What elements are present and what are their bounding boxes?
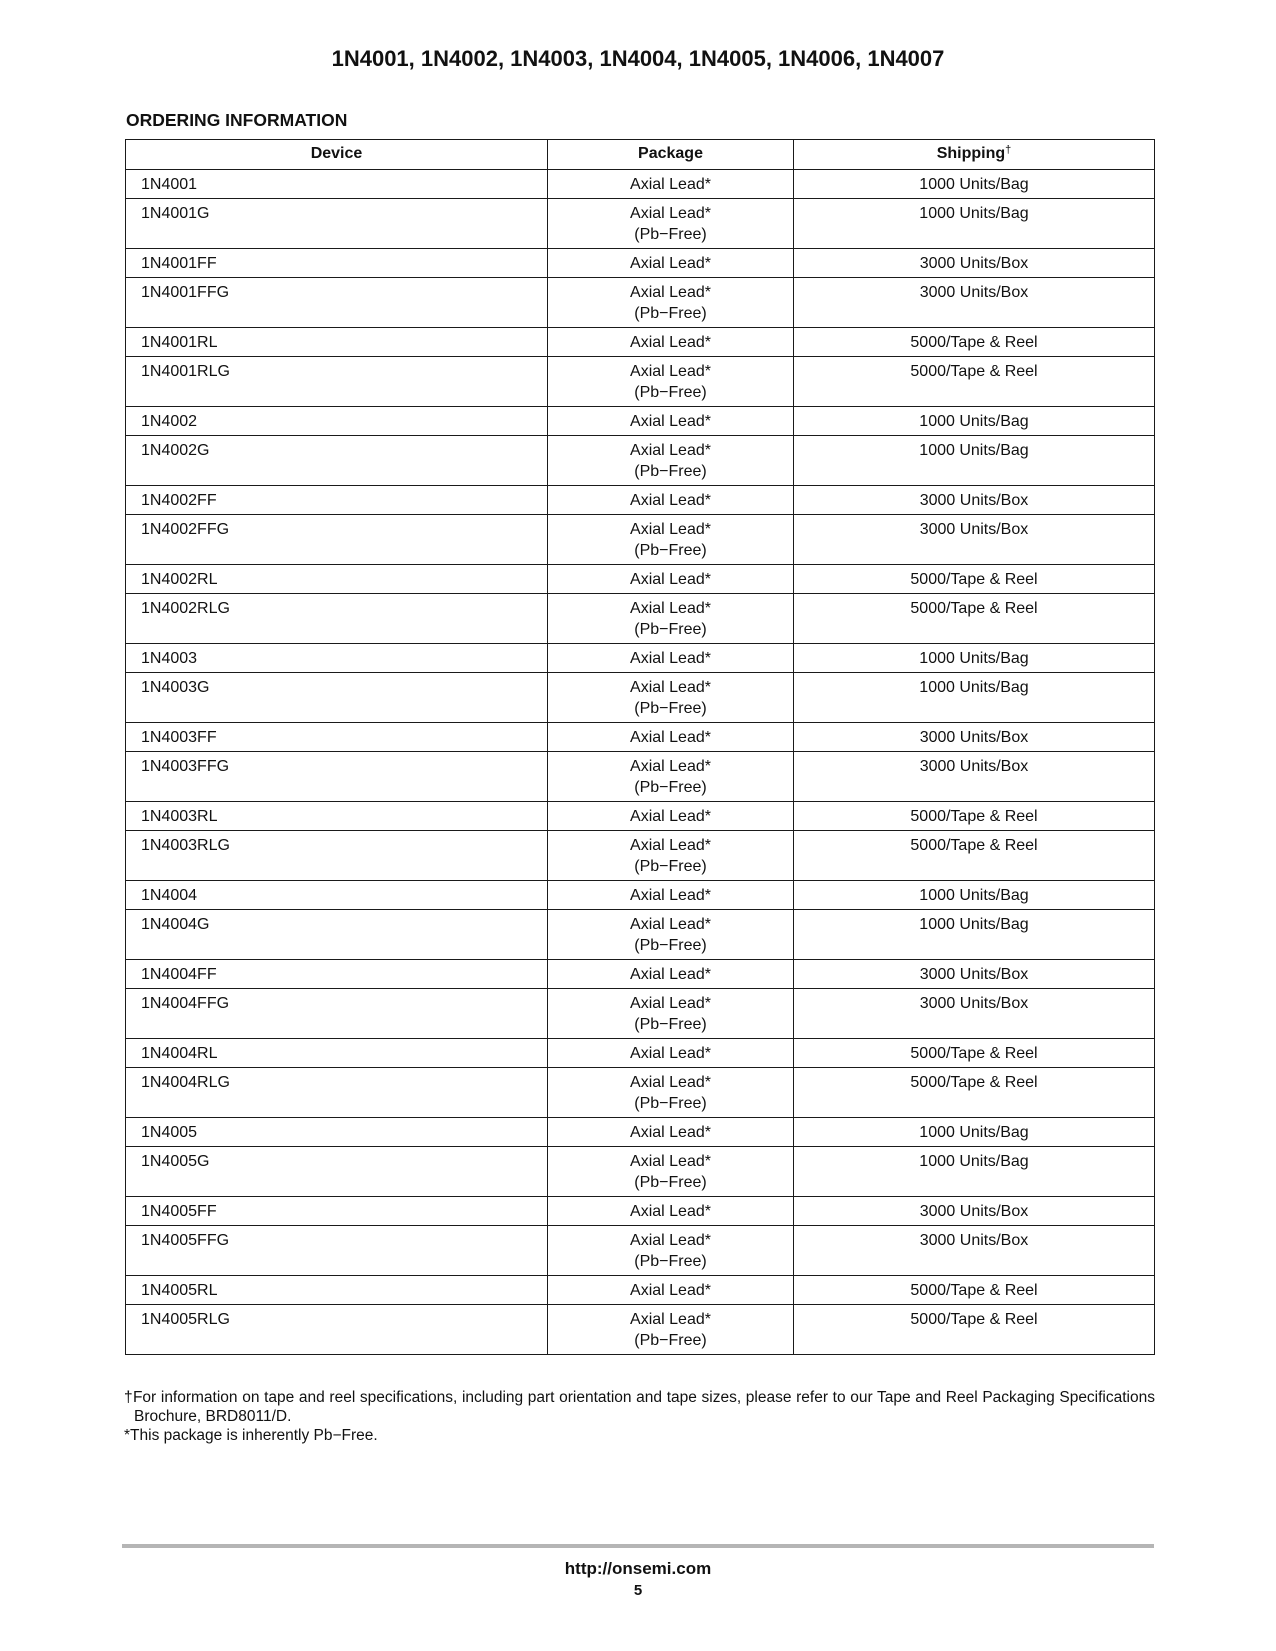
table-row <box>126 802 1155 831</box>
package-type: Axial Lead* <box>630 966 711 983</box>
page-title: 1N4001, 1N4002, 1N4003, 1N4004, 1N4005, 1N4006, 1N4007 <box>331 46 945 71</box>
shipping-cell: 5000/Tape & Reel <box>794 1276 1155 1305</box>
table-row <box>126 565 1155 594</box>
table-row <box>126 1068 1155 1118</box>
table-row <box>126 752 1155 802</box>
table-row <box>126 723 1155 752</box>
device-cell: 1N4004FF <box>126 960 548 989</box>
package-type: Axial Lead* <box>630 363 711 380</box>
table-row <box>126 199 1155 249</box>
device-cell: 1N4005RLG <box>126 1305 548 1355</box>
package-type: Axial Lead* <box>630 1045 711 1062</box>
device-cell: 1N4002FF <box>126 486 548 515</box>
package-type: Axial Lead* <box>630 729 711 746</box>
footnotes <box>124 1388 1155 1445</box>
shipping-cell: 3000 Units/Box <box>794 278 1155 328</box>
package-cell <box>548 1068 794 1118</box>
column-header-package: Package <box>548 140 794 170</box>
package-note: (Pb−Free) <box>634 305 707 322</box>
shipping-cell: 1000 Units/Bag <box>794 644 1155 673</box>
package-cell <box>548 1226 794 1276</box>
device-cell: 1N4004RL <box>126 1039 548 1068</box>
table-row <box>126 436 1155 486</box>
table-row <box>126 170 1155 199</box>
package-cell <box>548 960 794 989</box>
package-cell <box>548 673 794 723</box>
device-cell: 1N4005G <box>126 1147 548 1197</box>
package-type: Axial Lead* <box>630 1203 711 1220</box>
device-cell: 1N4003RLG <box>126 831 548 881</box>
package-type: Axial Lead* <box>630 176 711 193</box>
shipping-cell: 1000 Units/Bag <box>794 199 1155 249</box>
package-type: Axial Lead* <box>630 1074 711 1091</box>
column-header-device: Device <box>126 140 548 170</box>
package-cell <box>548 199 794 249</box>
device-cell: 1N4004 <box>126 881 548 910</box>
device-cell: 1N4002 <box>126 407 548 436</box>
device-cell: 1N4002G <box>126 436 548 486</box>
device-cell: 1N4004RLG <box>126 1068 548 1118</box>
package-type: Axial Lead* <box>630 995 711 1012</box>
package-cell <box>548 723 794 752</box>
shipping-cell: 3000 Units/Box <box>794 486 1155 515</box>
table-row <box>126 594 1155 644</box>
package-note: (Pb−Free) <box>634 1016 707 1033</box>
device-cell: 1N4002RLG <box>126 594 548 644</box>
package-type: Axial Lead* <box>630 255 711 272</box>
table-row <box>126 1147 1155 1197</box>
package-cell <box>548 1147 794 1197</box>
package-note: (Pb−Free) <box>634 542 707 559</box>
package-type: Axial Lead* <box>630 837 711 854</box>
table-row <box>126 357 1155 407</box>
package-type: Axial Lead* <box>630 571 711 588</box>
dagger-footnote-mark: † <box>1005 144 1012 156</box>
device-cell: 1N4001RL <box>126 328 548 357</box>
shipping-cell: 5000/Tape & Reel <box>794 831 1155 881</box>
package-cell <box>548 357 794 407</box>
table-row <box>126 910 1155 960</box>
footer-url-link[interactable]: http://onsemi.com <box>564 1559 712 1578</box>
package-cell <box>548 328 794 357</box>
device-cell: 1N4001FFG <box>126 278 548 328</box>
package-type: Axial Lead* <box>630 679 711 696</box>
shipping-cell: 5000/Tape & Reel <box>794 565 1155 594</box>
table-row <box>126 1039 1155 1068</box>
package-type: Axial Lead* <box>630 334 711 351</box>
shipping-cell: 3000 Units/Box <box>794 515 1155 565</box>
package-note: (Pb−Free) <box>634 463 707 480</box>
table-row <box>126 515 1155 565</box>
device-cell: 1N4001G <box>126 199 548 249</box>
package-cell <box>548 515 794 565</box>
shipping-cell: 5000/Tape & Reel <box>794 1039 1155 1068</box>
table-header-row <box>126 140 1155 170</box>
package-type: Axial Lead* <box>630 492 711 509</box>
shipping-cell: 5000/Tape & Reel <box>794 594 1155 644</box>
device-cell: 1N4005FFG <box>126 1226 548 1276</box>
package-type: Axial Lead* <box>630 1124 711 1141</box>
table-row <box>126 328 1155 357</box>
package-cell <box>548 486 794 515</box>
table-row <box>126 1197 1155 1226</box>
shipping-cell: 5000/Tape & Reel <box>794 1305 1155 1355</box>
device-cell: 1N4001RLG <box>126 357 548 407</box>
shipping-cell: 1000 Units/Bag <box>794 910 1155 960</box>
package-note: (Pb−Free) <box>634 1095 707 1112</box>
package-cell <box>548 910 794 960</box>
package-type: Axial Lead* <box>630 1232 711 1249</box>
package-type: Axial Lead* <box>630 413 711 430</box>
shipping-cell: 1000 Units/Bag <box>794 436 1155 486</box>
package-cell <box>548 752 794 802</box>
section-heading: ORDERING INFORMATION <box>126 110 348 130</box>
package-note: (Pb−Free) <box>634 226 707 243</box>
package-cell <box>548 170 794 199</box>
package-type: Axial Lead* <box>630 1282 711 1299</box>
table-row <box>126 1305 1155 1355</box>
package-type: Axial Lead* <box>630 808 711 825</box>
package-note: (Pb−Free) <box>634 937 707 954</box>
shipping-cell: 1000 Units/Bag <box>794 881 1155 910</box>
shipping-cell: 1000 Units/Bag <box>794 407 1155 436</box>
package-cell <box>548 831 794 881</box>
shipping-cell: 3000 Units/Box <box>794 960 1155 989</box>
device-cell: 1N4002RL <box>126 565 548 594</box>
shipping-cell: 1000 Units/Bag <box>794 1118 1155 1147</box>
footnote-pb-free: *This package is inherently Pb−Free. <box>124 1427 378 1444</box>
package-cell <box>548 1197 794 1226</box>
table-row <box>126 644 1155 673</box>
shipping-cell: 5000/Tape & Reel <box>794 328 1155 357</box>
device-cell: 1N4004G <box>126 910 548 960</box>
package-type: Axial Lead* <box>630 205 711 222</box>
package-cell <box>548 278 794 328</box>
package-note: (Pb−Free) <box>634 779 707 796</box>
shipping-cell: 3000 Units/Box <box>794 752 1155 802</box>
device-cell: 1N4005 <box>126 1118 548 1147</box>
shipping-cell: 3000 Units/Box <box>794 249 1155 278</box>
package-note: (Pb−Free) <box>634 1174 707 1191</box>
package-cell <box>548 407 794 436</box>
shipping-cell: 3000 Units/Box <box>794 989 1155 1039</box>
package-cell <box>548 881 794 910</box>
shipping-cell: 5000/Tape & Reel <box>794 1068 1155 1118</box>
table-row <box>126 881 1155 910</box>
table-row <box>126 960 1155 989</box>
device-cell: 1N4005FF <box>126 1197 548 1226</box>
shipping-cell: 3000 Units/Box <box>794 723 1155 752</box>
footer-divider <box>122 1544 1154 1548</box>
device-cell: 1N4005RL <box>126 1276 548 1305</box>
package-note: (Pb−Free) <box>634 1332 707 1349</box>
shipping-cell: 5000/Tape & Reel <box>794 357 1155 407</box>
package-type: Axial Lead* <box>630 284 711 301</box>
package-note: (Pb−Free) <box>634 1253 707 1270</box>
package-cell <box>548 989 794 1039</box>
table-row <box>126 278 1155 328</box>
table-row <box>126 249 1155 278</box>
table-row <box>126 1276 1155 1305</box>
table-row <box>126 486 1155 515</box>
table-row <box>126 989 1155 1039</box>
page-number: 5 <box>633 1582 643 1599</box>
table-row <box>126 673 1155 723</box>
table-row <box>126 1226 1155 1276</box>
package-type: Axial Lead* <box>630 887 711 904</box>
device-cell: 1N4001 <box>126 170 548 199</box>
table-row <box>126 831 1155 881</box>
table-body <box>126 170 1155 1355</box>
table-row <box>126 1118 1155 1147</box>
package-type: Axial Lead* <box>630 916 711 933</box>
column-header-shipping: Shipping† <box>794 140 1155 170</box>
package-note: (Pb−Free) <box>634 621 707 638</box>
shipping-cell: 1000 Units/Bag <box>794 673 1155 723</box>
package-note: (Pb−Free) <box>634 384 707 401</box>
device-cell: 1N4003FFG <box>126 752 548 802</box>
device-cell: 1N4003FF <box>126 723 548 752</box>
device-cell: 1N4003RL <box>126 802 548 831</box>
package-cell <box>548 1305 794 1355</box>
shipping-cell: 3000 Units/Box <box>794 1226 1155 1276</box>
shipping-cell: 5000/Tape & Reel <box>794 802 1155 831</box>
package-note: (Pb−Free) <box>634 700 707 717</box>
package-cell <box>548 436 794 486</box>
package-cell <box>548 249 794 278</box>
package-type: Axial Lead* <box>630 758 711 775</box>
device-cell: 1N4002FFG <box>126 515 548 565</box>
device-cell: 1N4001FF <box>126 249 548 278</box>
package-cell <box>548 644 794 673</box>
package-note: (Pb−Free) <box>634 858 707 875</box>
package-type: Axial Lead* <box>630 650 711 667</box>
device-cell: 1N4003 <box>126 644 548 673</box>
package-cell <box>548 1118 794 1147</box>
footnote-tape-reel: †For information on tape and reel specifications, including part orientation and tape sizes, please refer to our Tape and Reel Packaging Specifications Brochure, BRD8011/D. <box>124 1389 1155 1425</box>
package-type: Axial Lead* <box>630 1311 711 1328</box>
package-cell <box>548 1276 794 1305</box>
shipping-cell: 1000 Units/Bag <box>794 1147 1155 1197</box>
device-cell: 1N4004FFG <box>126 989 548 1039</box>
device-cell: 1N4003G <box>126 673 548 723</box>
package-cell <box>548 802 794 831</box>
shipping-cell: 1000 Units/Bag <box>794 170 1155 199</box>
package-type: Axial Lead* <box>630 1153 711 1170</box>
package-type: Axial Lead* <box>630 521 711 538</box>
package-type: Axial Lead* <box>630 600 711 617</box>
package-cell <box>548 565 794 594</box>
package-cell <box>548 594 794 644</box>
table-row <box>126 407 1155 436</box>
package-cell <box>548 1039 794 1068</box>
ordering-information-table <box>125 139 1155 1355</box>
shipping-cell: 3000 Units/Box <box>794 1197 1155 1226</box>
package-type: Axial Lead* <box>630 442 711 459</box>
